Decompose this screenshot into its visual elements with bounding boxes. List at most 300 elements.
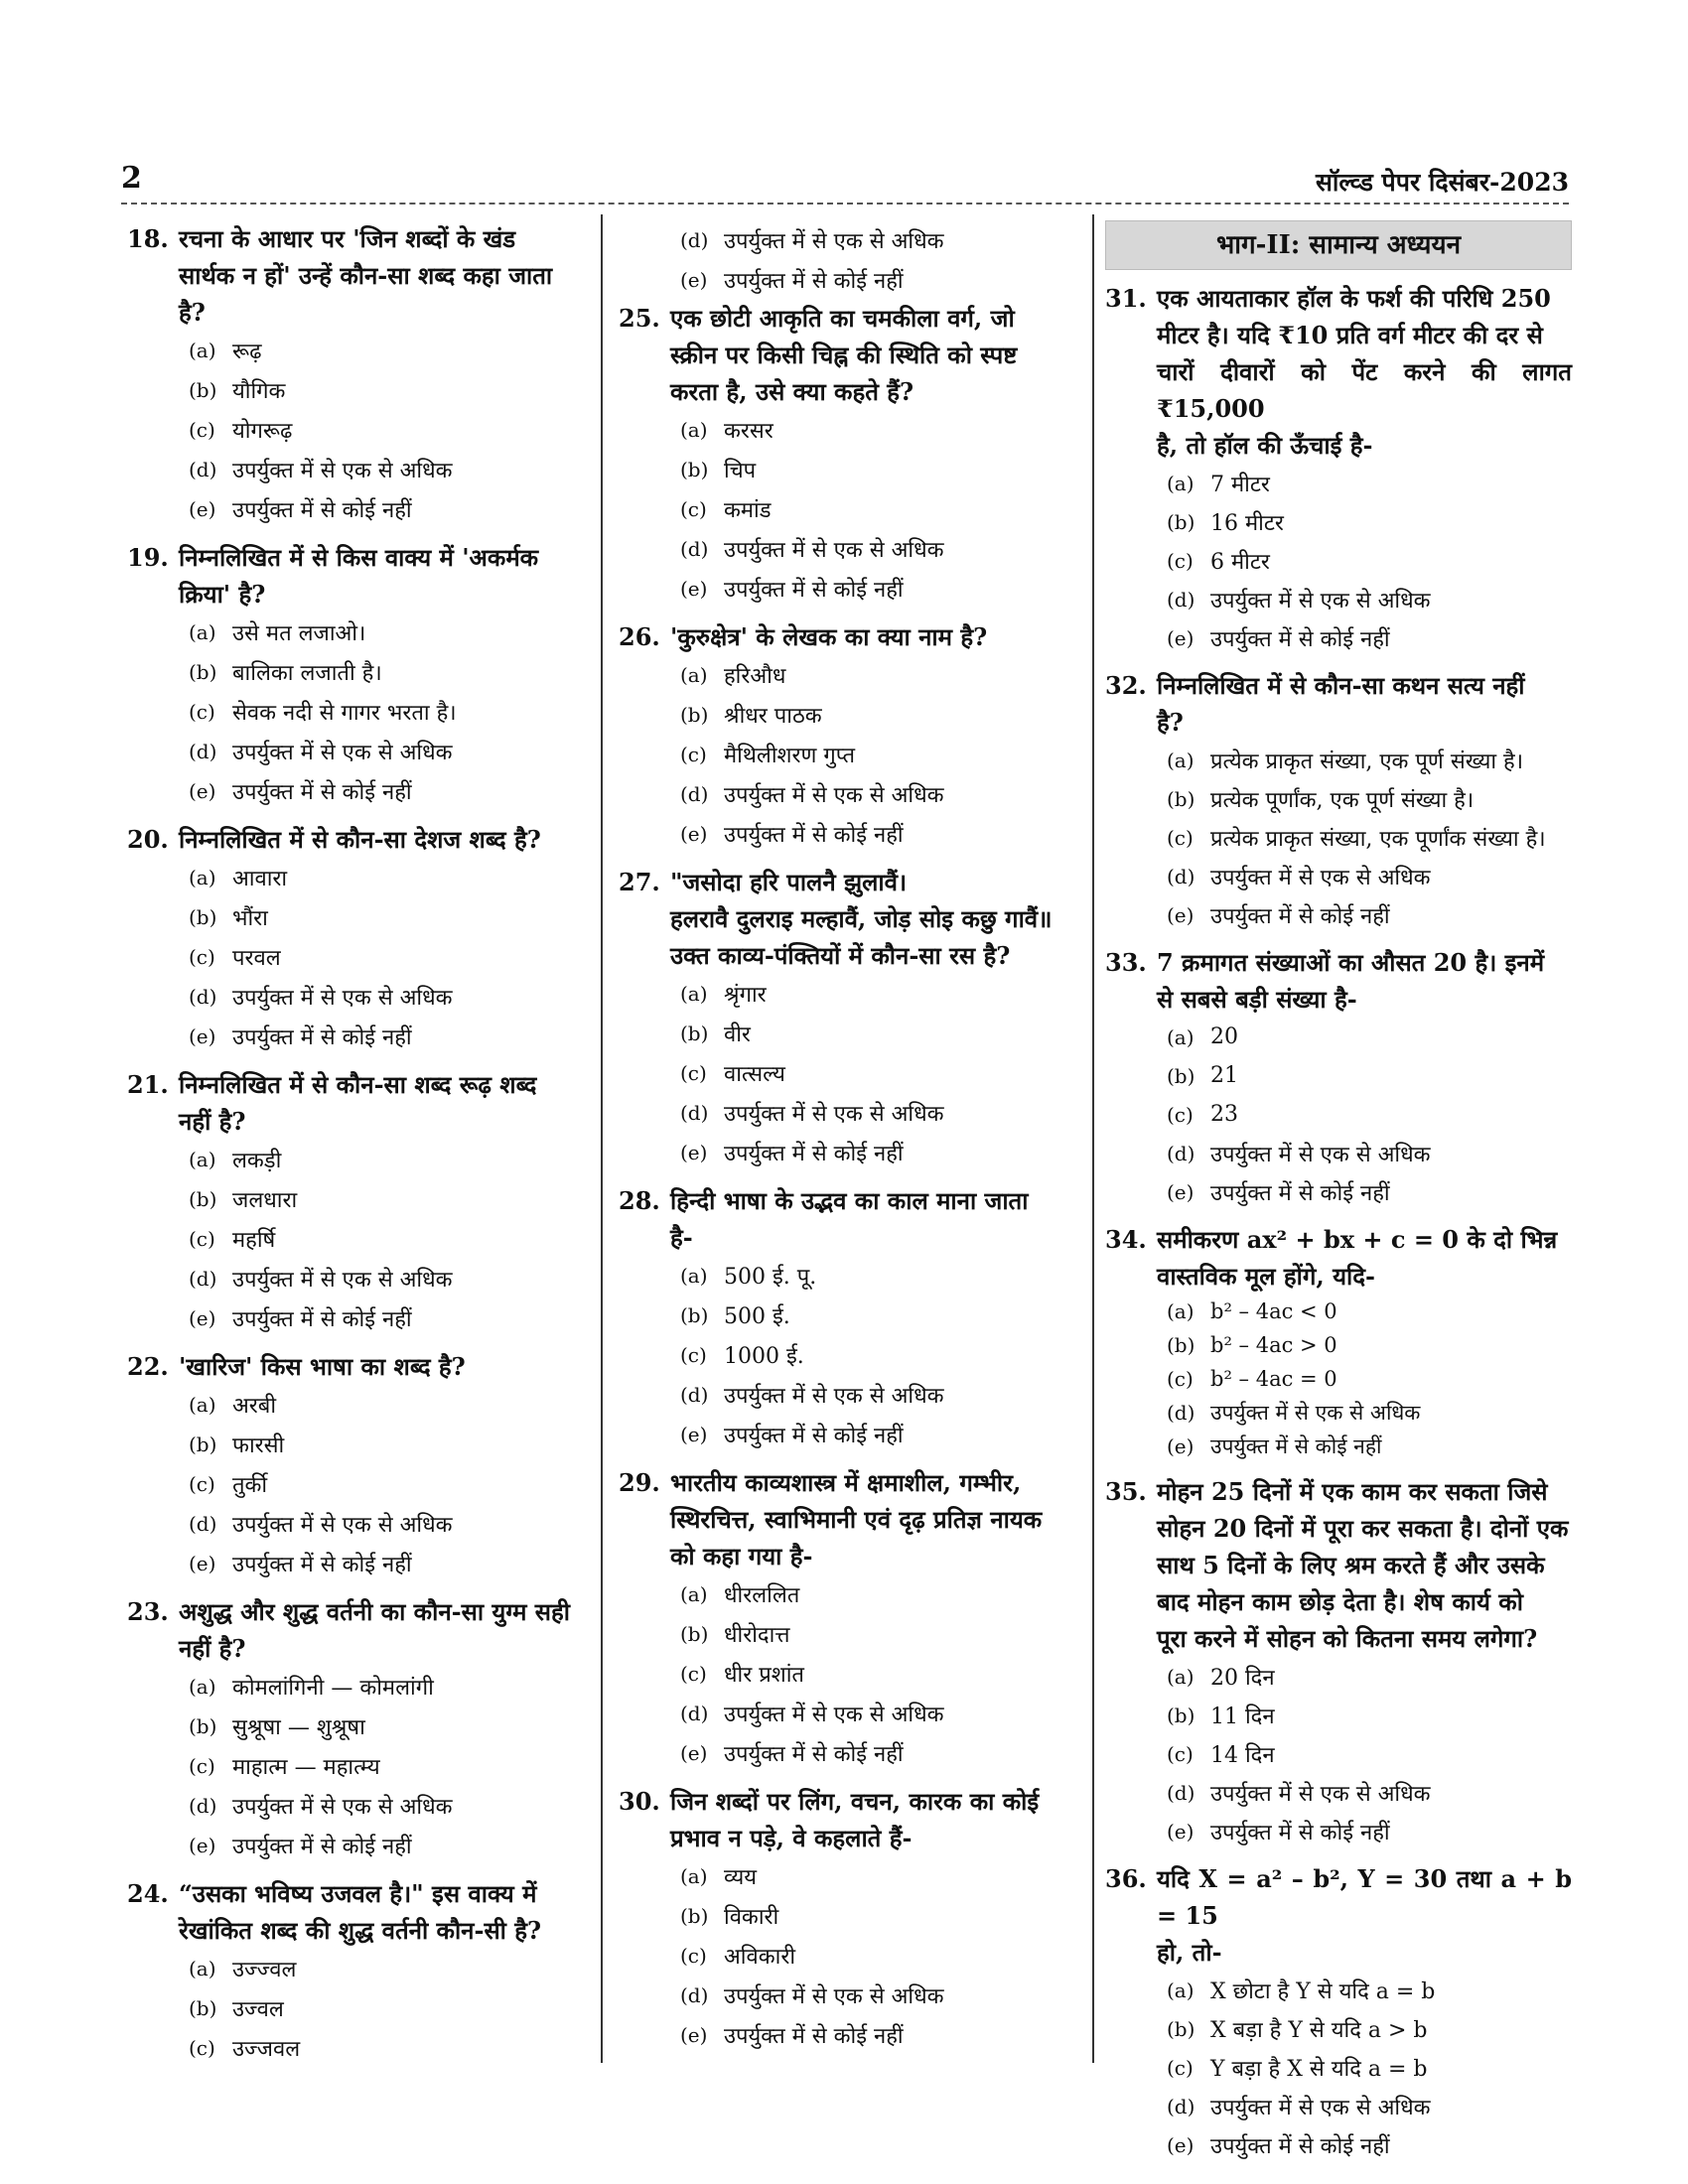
option-text: उपर्युक्त में से कोई नहीं — [1210, 903, 1390, 929]
option-label: (a) — [189, 620, 216, 644]
option-row — [189, 1949, 590, 1988]
option-text: 1000 ई. — [724, 1344, 804, 1369]
option-text: उपर्युक्त में से कोई नहीं — [724, 1424, 904, 1448]
option-row — [680, 1375, 1081, 1415]
option-row — [680, 974, 1081, 1014]
option-row — [1167, 1773, 1572, 1812]
question-line: वास्तविक मूल होंगे, यदि- — [1157, 1262, 1375, 1291]
option-label: (d) — [1167, 587, 1196, 612]
option-text: उपर्युक्त में से कोई नहीं — [1210, 1434, 1382, 1458]
question-number: 31. — [1105, 284, 1147, 313]
page-number: 2 — [121, 161, 142, 196]
option-text: उपर्युक्त में से एक से अधिक — [232, 1795, 453, 1820]
options-list — [680, 655, 1081, 854]
option-row — [680, 695, 1081, 735]
option-label: (c) — [680, 1343, 707, 1367]
option-row — [680, 655, 1081, 695]
question-block — [619, 864, 1081, 1172]
option-text: उपर्युक्त में से कोई नहीं — [724, 1142, 904, 1166]
option-row — [680, 1256, 1081, 1296]
option-row — [680, 1335, 1081, 1375]
question-line: है? — [1157, 708, 1184, 737]
option-label: (d) — [680, 228, 709, 252]
option-text: उपर्युक्त में से कोई नहीं — [724, 269, 904, 294]
question-stem — [127, 1348, 590, 1385]
question-line: 'कुरुक्षेत्र' के लेखक का क्या नाम है? — [670, 622, 988, 651]
question-line: निम्नलिखित में से कौन-सा शब्द रूढ़ शब्द — [179, 1070, 537, 1099]
option-label: (e) — [680, 268, 708, 292]
question-text — [670, 1182, 1081, 1256]
question-number: 28. — [619, 1186, 660, 1215]
question-block — [1105, 1473, 1572, 1850]
option-text: धीर प्रशांत — [724, 1663, 804, 1688]
question-line: निम्नलिखित में से कौन-सा कथन सत्य नहीं — [1157, 671, 1525, 700]
option-text: उपर्युक्त में से कोई नहीं — [232, 1025, 412, 1050]
options-list — [680, 1856, 1081, 2055]
option-label: (c) — [189, 945, 215, 969]
question-number: 30. — [619, 1787, 660, 1816]
option-row — [1167, 1362, 1572, 1396]
question-text — [1157, 280, 1572, 464]
option-row — [189, 410, 590, 450]
question-line: 'खारिज' किस भाषा का शब्द है? — [179, 1352, 466, 1381]
question-text — [179, 821, 590, 858]
option-row — [189, 370, 590, 410]
option-row — [189, 450, 590, 489]
option-label: (c) — [680, 1662, 707, 1686]
column-left — [127, 220, 590, 2078]
option-label: (a) — [1167, 748, 1195, 772]
option-label: (b) — [189, 1996, 217, 2020]
option-label: (e) — [680, 2023, 708, 2047]
option-text: उपर्युक्त में से एक से अधिक — [724, 229, 944, 254]
question-block — [127, 1348, 590, 1583]
option-row — [189, 652, 590, 692]
option-text: उपर्युक्त में से एक से अधिक — [232, 1513, 453, 1538]
question-text — [179, 1348, 590, 1385]
question-text — [670, 300, 1081, 410]
option-text: उपर्युक्त में से एक से अधिक — [724, 1384, 944, 1409]
option-label: (d) — [189, 985, 217, 1009]
option-label: (e) — [189, 1024, 216, 1048]
question-line: भारतीय काव्यशास्त्र में क्षमाशील, गम्भीर, — [670, 1468, 1022, 1497]
option-row — [680, 410, 1081, 450]
question-number: 24. — [127, 1879, 169, 1908]
question-line: प्रभाव न पड़े, वे कहलाते हैं- — [670, 1824, 913, 1852]
option-label: (e) — [680, 822, 708, 846]
option-text: सुश्रूषा — शुश्रूषा — [232, 1715, 365, 1740]
option-text: मैथिलीशरण गुप्त — [724, 744, 856, 768]
option-label: (b) — [680, 1303, 709, 1327]
question-line: नहीं है? — [179, 1107, 246, 1136]
question-block — [127, 1593, 590, 1865]
option-label: (e) — [680, 1141, 708, 1164]
option-text: यौगिक — [232, 379, 286, 404]
option-label: (a) — [680, 1864, 708, 1888]
option-text: प्रत्येक प्राकृत संख्या, एक पूर्णांक संख्या है। — [1210, 826, 1546, 852]
option-row — [189, 692, 590, 732]
options-list — [1167, 1971, 1572, 2164]
option-label: (d) — [189, 1512, 217, 1536]
question-number: 22. — [127, 1352, 169, 1381]
question-stem — [127, 1066, 590, 1140]
option-text: जलधारा — [232, 1188, 298, 1213]
option-row — [189, 1544, 590, 1583]
question-stem — [619, 618, 1081, 655]
question-block — [127, 1875, 590, 2068]
option-row — [680, 1976, 1081, 2015]
option-label: (a) — [1167, 1978, 1195, 2002]
option-row — [189, 1786, 590, 1826]
option-row — [680, 450, 1081, 489]
option-row — [680, 220, 1081, 260]
option-row — [680, 1936, 1081, 1976]
options-list — [189, 1140, 590, 1338]
question-line: चारों दीवारों को पेंट करने की लागत ₹15,000 — [1157, 357, 1572, 423]
question-text — [179, 1875, 590, 1949]
question-line: “उसका भविष्य उजवल है।" इस वाक्य में — [179, 1879, 537, 1908]
option-row — [1167, 1396, 1572, 1430]
option-row — [680, 735, 1081, 774]
option-label: (d) — [680, 1983, 709, 2007]
section-banner: भाग-II: सामान्य अध्ययन — [1105, 220, 1572, 270]
question-stem — [1105, 280, 1572, 464]
option-text: उपर्युक्त में से एक से अधिक — [1210, 2095, 1431, 2120]
option-label: (a) — [189, 1148, 216, 1171]
option-label: (d) — [680, 1383, 709, 1407]
option-label: (e) — [1167, 902, 1195, 927]
option-row — [1167, 1134, 1572, 1172]
option-text: Y बड़ा है X से यदि a = b — [1210, 2056, 1428, 2082]
option-row — [189, 1179, 590, 1219]
option-row — [1167, 818, 1572, 857]
option-text: उपर्युक्त में से कोई नहीं — [724, 578, 904, 603]
option-label: (b) — [1167, 786, 1196, 811]
option-text: उपर्युक्त में से कोई नहीं — [724, 2024, 904, 2049]
option-text: उपर्युक्त में से कोई नहीं — [232, 1835, 412, 1859]
option-text: उज्वल — [232, 1997, 284, 2022]
option-row — [680, 529, 1081, 569]
question-stem — [619, 1783, 1081, 1856]
option-text: 21 — [1210, 1063, 1238, 1088]
option-label: (b) — [189, 378, 217, 402]
question-text — [1157, 1473, 1572, 1657]
question-line: स्थिरचित्त, स्वाभिमानी एवं दृढ़ प्रतिज्ञ नायक — [670, 1505, 1043, 1534]
option-label: (e) — [1167, 2132, 1195, 2157]
option-text: आवारा — [232, 867, 288, 891]
question-stem — [1105, 1860, 1572, 1971]
option-row — [1167, 857, 1572, 895]
options-list — [189, 331, 590, 529]
option-label: (e) — [189, 497, 216, 521]
option-label: (d) — [680, 782, 709, 806]
question-text — [1157, 1221, 1572, 1295]
option-text: 23 — [1210, 1102, 1238, 1127]
option-label: (c) — [1167, 548, 1194, 573]
option-row — [680, 814, 1081, 854]
question-line: सार्थक न हों' उन्हें कौन-सा शब्द कहा जाता — [179, 261, 553, 290]
options-list — [680, 1256, 1081, 1454]
option-text: उज्ज्वल — [232, 1958, 297, 1982]
option-text: उपर्युक्त में से एक से अधिक — [1210, 1142, 1431, 1167]
option-label: (a) — [680, 1264, 708, 1288]
option-text: 16 मीटर — [1210, 510, 1284, 536]
question-line: निम्नलिखित में से कौन-सा देशज शब्द है? — [179, 825, 541, 854]
question-text — [1157, 944, 1572, 1018]
option-label: (b) — [189, 1433, 217, 1456]
option-label: (b) — [1167, 2016, 1196, 2041]
option-label: (c) — [680, 1061, 707, 1085]
column-divider — [601, 214, 603, 2063]
options-list — [1167, 464, 1572, 657]
options-list — [1167, 741, 1572, 934]
option-label: (b) — [680, 703, 709, 727]
question-stem — [619, 300, 1081, 410]
option-text: धीरललित — [724, 1583, 800, 1608]
options-list — [189, 1949, 590, 2068]
option-text: प्रत्येक पूर्णांक, एक पूर्ण संख्या है। — [1210, 787, 1475, 813]
option-text: लकड़ी — [232, 1149, 282, 1173]
option-label: (e) — [189, 1552, 216, 1575]
question-line: नहीं है? — [179, 1634, 246, 1663]
option-text: रूढ़ — [232, 340, 262, 364]
option-text: उपर्युक्त में से एक से अधिक — [1210, 588, 1431, 614]
option-row — [189, 1017, 590, 1056]
question-text — [670, 864, 1081, 974]
option-text: उपर्युक्त में से कोई नहीं — [1210, 626, 1390, 652]
question-line: समीकरण ax² + bx + c = 0 के दो भिन्न — [1157, 1225, 1558, 1254]
option-label: (d) — [680, 537, 709, 561]
option-text: उपर्युक्त में से एक से अधिक — [724, 538, 944, 563]
option-label: (c) — [680, 1944, 707, 1968]
option-label: (e) — [680, 1741, 708, 1765]
option-label: (e) — [189, 1306, 216, 1330]
option-text: सेवक नदी से गागर भरता है। — [232, 701, 457, 726]
option-row — [189, 897, 590, 937]
option-label: (d) — [1167, 1141, 1196, 1165]
option-label: (c) — [189, 2036, 215, 2060]
question-block — [1105, 280, 1572, 657]
question-stem — [127, 539, 590, 613]
question-line: साथ 5 दिनों के लिए श्रम करते हैं और उसके — [1157, 1551, 1545, 1579]
option-row — [1167, 1430, 1572, 1463]
question-line: है, तो हॉल की ऊँचाई है- — [1157, 431, 1373, 460]
option-row — [1167, 1734, 1572, 1773]
question-number: 33. — [1105, 948, 1147, 977]
option-row — [680, 1733, 1081, 1773]
question-line: अशुद्ध और शुद्ध वर्तनी का कौन-सा युग्म सही — [179, 1597, 570, 1626]
option-label: (e) — [189, 1834, 216, 1857]
option-row — [1167, 1018, 1572, 1056]
option-text: कोमलांगिनी — कोमलांगी — [232, 1676, 434, 1701]
option-label: (a) — [680, 1582, 708, 1606]
option-row — [1167, 502, 1572, 541]
option-label: (d) — [189, 1794, 217, 1818]
option-row — [680, 1654, 1081, 1694]
option-row — [189, 1298, 590, 1338]
question-stem — [127, 220, 590, 331]
option-text: उपर्युक्त में से एक से अधिक — [724, 783, 944, 808]
option-label: (d) — [1167, 2094, 1196, 2118]
option-row — [1167, 741, 1572, 779]
option-label: (b) — [680, 1022, 709, 1045]
option-text: उपर्युक्त में से एक से अधिक — [1210, 1781, 1431, 1807]
question-number: 36. — [1105, 1864, 1147, 1893]
option-text: प्रत्येक प्राकृत संख्या, एक पूर्ण संख्या है। — [1210, 749, 1524, 774]
option-text: उपर्युक्त में से एक से अधिक — [724, 1984, 944, 2009]
question-line: मीटर है। यदि ₹10 प्रति वर्ग मीटर की दर से — [1157, 321, 1543, 349]
option-row — [189, 1504, 590, 1544]
question-block — [1105, 1221, 1572, 1463]
option-text: उपर्युक्त में से कोई नहीं — [724, 823, 904, 848]
option-text: उसे मत लजाओ। — [232, 621, 366, 646]
option-row — [189, 732, 590, 771]
option-row — [1167, 1812, 1572, 1850]
option-row — [680, 1296, 1081, 1335]
option-text: उपर्युक्त में से कोई नहीं — [1210, 1180, 1390, 1206]
option-text: अरबी — [232, 1394, 277, 1419]
option-row — [189, 977, 590, 1017]
option-label: (a) — [189, 339, 216, 362]
column-right — [1105, 220, 1572, 2174]
question-block — [619, 1182, 1081, 1454]
option-label: (b) — [680, 1904, 709, 1928]
option-text: X बड़ा है Y से यदि a > b — [1210, 2017, 1428, 2043]
option-label: (e) — [189, 779, 216, 803]
option-label: (d) — [680, 1702, 709, 1725]
option-row — [680, 2015, 1081, 2055]
option-row — [1167, 1172, 1572, 1211]
question-line: रेखांकित शब्द की शुद्ध वर्तनी कौन-सी है? — [179, 1916, 542, 1945]
option-row — [680, 774, 1081, 814]
option-row — [680, 489, 1081, 529]
question-text — [670, 618, 1081, 655]
option-row — [1167, 779, 1572, 818]
option-label: (e) — [1167, 1179, 1195, 1204]
question-line: है? — [179, 298, 206, 327]
option-row — [680, 1694, 1081, 1733]
question-number: 20. — [127, 825, 169, 854]
option-text: उज्जवल — [232, 2037, 301, 2062]
option-text: योगरूढ़ — [232, 419, 293, 444]
question-line: सोहन 20 दिनों में पूरा कर सकता है। दोनों एक — [1157, 1514, 1569, 1543]
option-row — [189, 1988, 590, 2028]
question-line: "जसोदा हरि पालनै झुलावैं। — [670, 868, 908, 896]
option-text: उपर्युक्त में से कोई नहीं — [232, 498, 412, 523]
question-line: से सबसे बड़ी संख्या है- — [1157, 985, 1357, 1014]
option-text: विकारी — [724, 1905, 779, 1930]
options-list — [680, 1574, 1081, 1773]
options-list — [189, 613, 590, 811]
option-row — [680, 1133, 1081, 1172]
option-text: तुर्की — [232, 1473, 268, 1498]
option-row — [1167, 1696, 1572, 1734]
question-stem — [619, 1182, 1081, 1256]
question-number: 25. — [619, 304, 660, 333]
header-rule — [121, 203, 1569, 205]
option-label: (a) — [1167, 1024, 1195, 1049]
option-text: वात्सल्य — [724, 1062, 785, 1087]
option-row — [189, 1464, 590, 1504]
option-label: (b) — [189, 905, 217, 929]
option-row — [1167, 1657, 1572, 1696]
question-text — [179, 539, 590, 613]
question-block — [127, 220, 590, 529]
option-text: 14 दिन — [1210, 1742, 1275, 1768]
options-list — [1167, 1295, 1572, 1463]
option-text: व्यय — [724, 1865, 758, 1890]
option-label: (b) — [1167, 1063, 1196, 1088]
option-text: उपर्युक्त में से एक से अधिक — [232, 1268, 453, 1293]
option-label: (c) — [680, 497, 707, 521]
question-text — [670, 1464, 1081, 1574]
option-row — [1167, 618, 1572, 657]
question-line: रचना के आधार पर 'जिन शब्दों के खंड — [179, 224, 516, 253]
option-label: (c) — [189, 1472, 215, 1496]
question-line: एक आयताकार हॉल के फर्श की परिधि 250 — [1157, 284, 1551, 313]
options-list — [1167, 1657, 1572, 1850]
option-label: (a) — [189, 866, 216, 889]
option-label: (e) — [680, 1423, 708, 1446]
question-line: पूरा करने में सोहन को कितना समय लगेगा? — [1157, 1624, 1538, 1653]
question-stem — [619, 1464, 1081, 1574]
option-row — [680, 1053, 1081, 1093]
option-row — [1167, 1095, 1572, 1134]
question-number: 29. — [619, 1468, 660, 1497]
option-text: अविकारी — [724, 1945, 796, 1970]
option-row — [1167, 464, 1572, 502]
question-stem — [127, 1593, 590, 1667]
option-row — [189, 2028, 590, 2068]
option-row — [189, 937, 590, 977]
option-text: b² – 4ac < 0 — [1210, 1299, 1337, 1323]
option-row — [1167, 1056, 1572, 1095]
question-text — [179, 220, 590, 331]
option-label: (e) — [1167, 625, 1195, 650]
question-text — [179, 1066, 590, 1140]
option-label: (c) — [189, 1227, 215, 1251]
option-label: (b) — [680, 458, 709, 481]
question-line: मोहन 25 दिनों में एक काम कर सकता जिसे — [1157, 1477, 1548, 1506]
question-block — [1105, 1860, 1572, 2164]
options-list — [680, 410, 1081, 609]
option-row — [1167, 895, 1572, 934]
column-middle — [619, 220, 1081, 2065]
option-label: (b) — [1167, 1333, 1196, 1357]
option-label: (a) — [189, 1957, 216, 1980]
option-label: (b) — [1167, 509, 1196, 534]
option-row — [189, 1826, 590, 1865]
option-row — [189, 1259, 590, 1298]
option-label: (b) — [189, 1187, 217, 1211]
question-block — [619, 1464, 1081, 1773]
question-line: हिन्दी भाषा के उद्भव का काल माना जाता — [670, 1186, 1029, 1215]
question-line: हलरावै दुलराइ मल्हावैं, जोड़ सोइ कछु गावैं॥ — [670, 904, 1053, 933]
option-label: (e) — [1167, 1434, 1195, 1458]
option-text: उपर्युक्त में से कोई नहीं — [1210, 1820, 1390, 1845]
option-label: (e) — [680, 577, 708, 601]
question-line: जिन शब्दों पर लिंग, वचन, कारक का कोई — [670, 1787, 1040, 1816]
question-block — [127, 1066, 590, 1338]
option-text: उपर्युक्त में से एक से अधिक — [232, 986, 453, 1011]
option-label: (d) — [189, 1267, 217, 1291]
option-row — [1167, 1971, 1572, 2009]
question-stem — [127, 1875, 590, 1949]
option-text: उपर्युक्त में से एक से अधिक — [1210, 1401, 1421, 1425]
option-row — [680, 1574, 1081, 1614]
question-number: 19. — [127, 543, 169, 572]
option-text: फारसी — [232, 1433, 285, 1458]
